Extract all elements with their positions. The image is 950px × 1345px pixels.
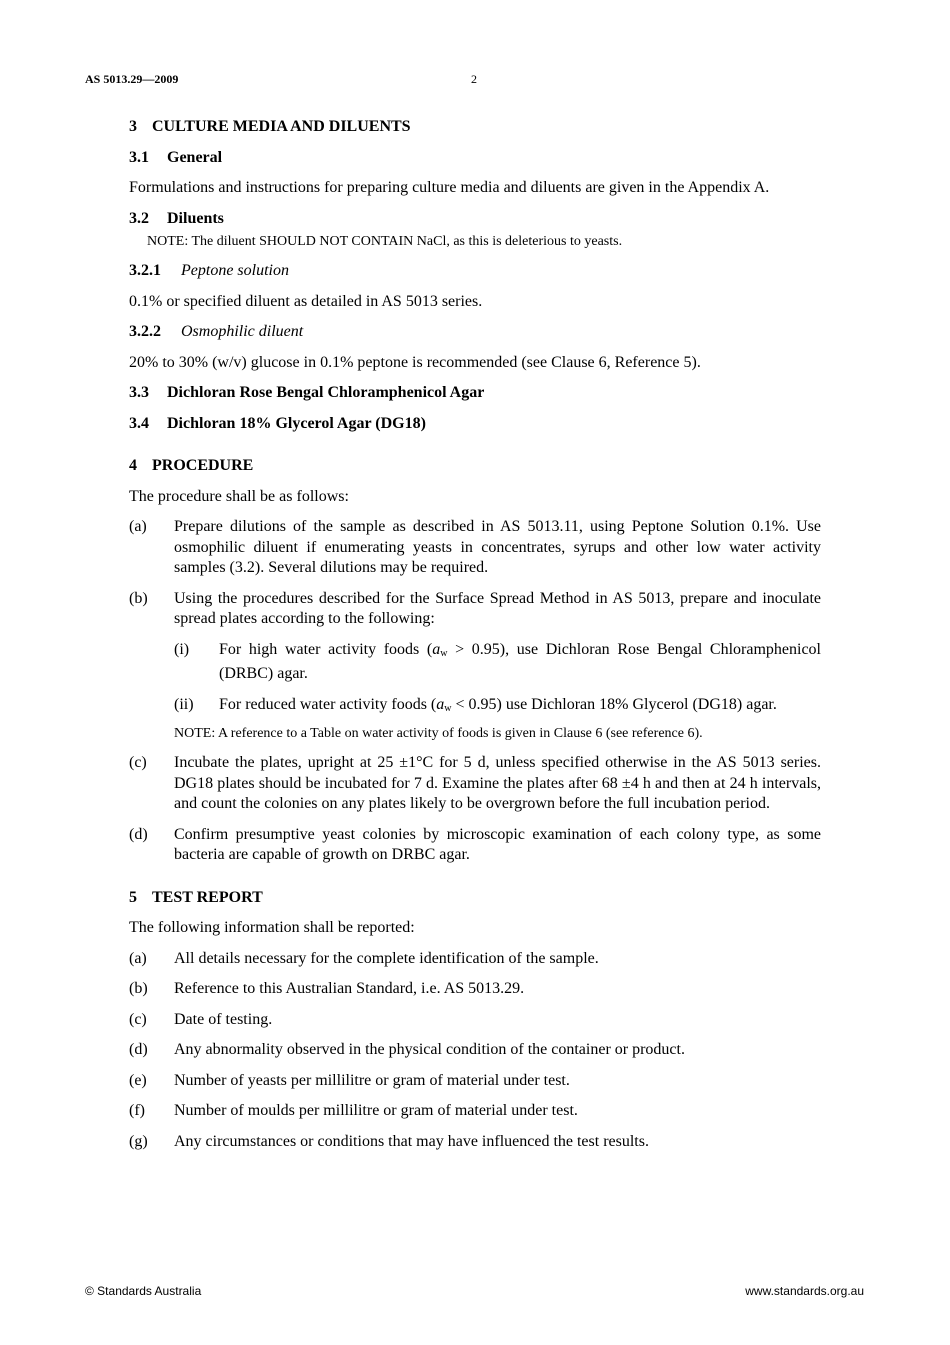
section-3-3-heading: 3.3 Dichloran Rose Bengal Chloramphenicol Agar — [129, 384, 485, 401]
procedure-item-a: (a) Prepare dilutions of the sample as described in AS 5013.11, using Peptone Solution 0.1%. Use osmophilic diluent if enumerating yeasts in concentrates, syrups and other low water activity samples (3.2). Several dilutions may be required. — [129, 518, 821, 576]
report-item: (e) Number of yeasts per millilitre or gram of material under test. — [129, 1071, 570, 1089]
section-3-1-text: Formulations and instructions for preparing culture media and diluents are given in the Appendix A. — [129, 179, 770, 196]
section-3-1-heading: 3.1 General — [129, 148, 223, 166]
procedure-item-c: (c) Incubate the plates, upright at 25 ±1°C for 5 d, unless specified otherwise in the AS 5013 series. DG18 plates should be incubated for 7 d. Examine the plates after 68 ±4 h and then at 24 h intervals, and count the colonies on any plates likely to be overgrown before the full incubation period. — [129, 754, 821, 812]
doc-id: AS 5013.29—2009 — [85, 72, 179, 86]
procedure-item-d: (d) Confirm presumptive yeast colonies by microscopic examination of each colony type, as some bacteria are capable of growth on DRBC agar. — [129, 825, 821, 863]
footer-copyright: © Standards Australia — [85, 1284, 202, 1298]
report-item: (a) All details necessary for the complete identification of the sample. — [129, 949, 599, 967]
water-activity-note: NOTE: A reference to a Table on water activity of foods is given in Clause 6 (see reference 6). — [174, 726, 703, 741]
report-intro: The following information shall be reported: — [129, 919, 415, 936]
footer-website[interactable]: www.standards.org.au — [745, 1284, 864, 1298]
section-3-2-1-text: 0.1% or specified diluent as detailed in AS 5013 series. — [129, 292, 483, 310]
section-4-heading: 4 PROCEDURE — [129, 457, 254, 474]
procedure-item-b-i: (i) For high water activity foods $(a_w > 0.95)$, use Dichloran Rose Bengal Chloramphenicol (DRBC) agar. — [174, 640, 821, 682]
report-item: (b) Reference to this Australian Standard, i.e. AS 5013.29. — [129, 980, 525, 997]
procedure-item-b: (b) Using the procedures described for the Surface Spread Method in AS 5013, prepare and inoculate spread plates according to the following: — [129, 589, 821, 627]
page-number: 2 — [471, 72, 477, 86]
report-item: (g) Any circumstances or conditions that may have influenced the test results. — [129, 1132, 649, 1150]
report-item: (f) Number of moulds per millilitre or gram of material under test. — [129, 1102, 578, 1119]
procedure-intro: The procedure shall be as follows: — [129, 487, 349, 505]
section-5-heading: 5 TEST REPORT — [129, 888, 263, 906]
section-3-2-1-heading: 3.2.1 Peptone solution — [129, 262, 289, 279]
diluent-note: NOTE: The diluent SHOULD NOT CONTAIN NaCl, as this is deleterious to yeasts. — [147, 234, 623, 249]
section-3-2-2-text: 20% to 30% (w/v) glucose in 0.1% peptone is recommended (see Clause 6, Reference 5). — [129, 353, 701, 371]
section-3-2-2-heading: 3.2.2 Osmophilic diluent — [129, 323, 304, 340]
page-content — [129, 117, 821, 1152]
procedure-item-b-ii: (ii) For reduced water activity foods $(a_w < 0.95)$ use Dichloran 18% Glycerol (DG18) agar. — [174, 695, 777, 714]
section-3-heading: 3 CULTURE MEDIA AND DILUENTS — [129, 118, 411, 135]
section-3-2-heading: 3.2 Diluents — [129, 209, 224, 227]
report-item: (c) Date of testing. — [129, 1010, 273, 1028]
section-3-4-heading: 3.4 Dichloran 18% Glycerol Agar (DG18) — [129, 414, 426, 432]
report-item: (d) Any abnormality observed in the physical condition of the container or product. — [129, 1041, 685, 1058]
